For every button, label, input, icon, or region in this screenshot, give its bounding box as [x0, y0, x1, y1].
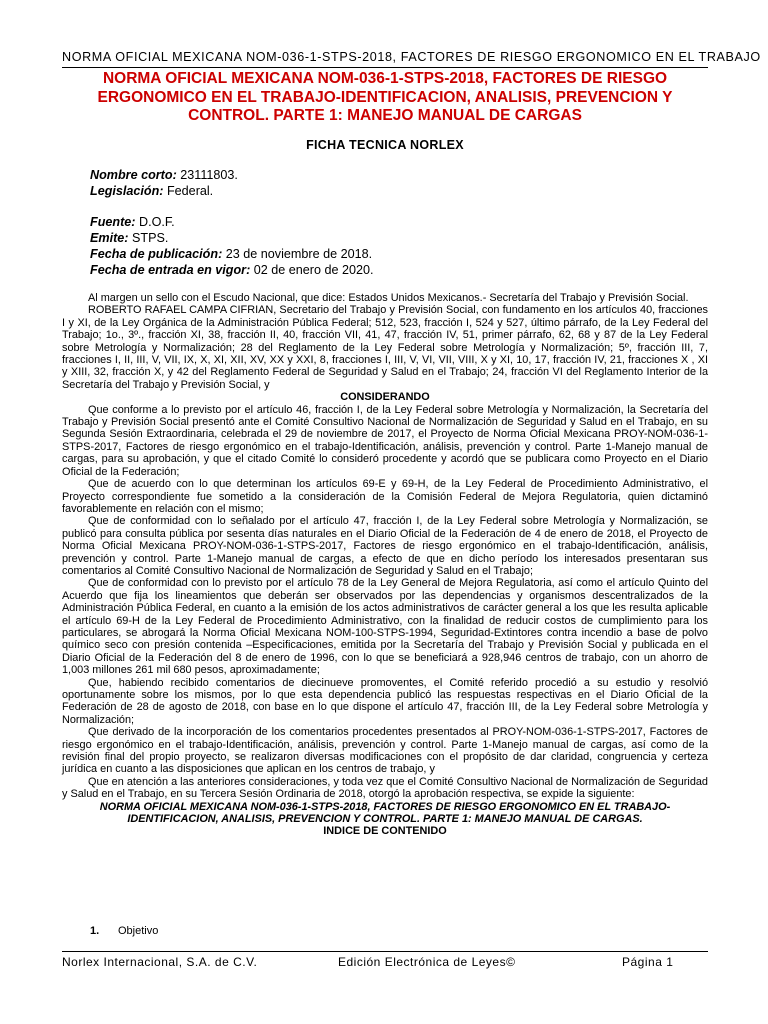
- paragraph-considerando-3: Que de conformidad con lo señalado por el artículo 47, fracción I, de la Ley Federal sobre Metrología y Normalización, se publicó para consulta pública por sesenta días naturales en el Diario Oficial de la Federación de 4 de enero de 2018, el Proyecto de Norma Oficial Mexicana PROY-NOM-036-1-STPS-2017, Factores de riesgo ergonómico en el trabajo-Identificación, análisis, prevención y control. Parte 1-Manejo manual de cargas, a efecto de que en dicho período los interesados presentaran sus comentarios al Comité Consultivo Nacional de Normalización de Seguridad y Salud en el Trabajo;: [62, 515, 708, 577]
- meta-emite: [90, 231, 168, 246]
- header-rule: [62, 67, 708, 68]
- considerando-heading: CONSIDERANDO: [340, 391, 430, 404]
- meta-label: Fecha de entrada en vigor:: [90, 263, 251, 277]
- indice-heading: INDICE DE CONTENIDO: [323, 825, 447, 838]
- running-header: NORMA OFICIAL MEXICANA NOM-036-1-STPS-2018, FACTORES DE RIESGO ERGONOMICO EN EL TRABAJO: [62, 50, 761, 64]
- paragraph-considerando-1: Que conforme a lo previsto por el artículo 46, fracción I, de la Ley Federal sobre Metrología y Normalización, la Secretaría del Trabajo y Previsión Social presentó ante el Comité Consultivo Nacional de Normalización de Seguridad y Salud en el Trabajo, en su Segunda Sesión Extraordinaria, celebrada el 29 de noviembre de 2017, el Proyecto de Norma Oficial Mexicana PROY-NOM-036-1-STPS-2017, Factores de riesgo ergonómico en el trabajo-Identificación, análisis, prevención y control. Parte 1-Manejo manual de cargas, para su aprobación, y que el citado Comité lo consideró procedente y acordó que se publicara como Proyecto en el Diario Oficial de la Federación;: [62, 403, 708, 478]
- meta-value: 23111803.: [180, 168, 238, 182]
- footer-page-number: Página 1: [622, 955, 674, 969]
- meta-fecha-publicacion: [90, 247, 372, 262]
- meta-label: Nombre corto:: [90, 168, 177, 182]
- document-title: NORMA OFICIAL MEXICANA NOM-036-1-STPS-2018, FACTORES DE RIESGO ERGONOMICO EN EL TRABAJO-IDENTIFICACION, ANALISIS, PREVENCION Y CONTROL. PARTE 1: MANEJO MANUAL DE CARGAS: [97, 70, 673, 124]
- meta-value: Federal.: [166, 184, 214, 198]
- index-item-objetivo: [90, 925, 158, 937]
- meta-label: Fecha de publicación:: [90, 247, 223, 261]
- paragraph-considerando-5: Que, habiendo recibido comentarios de diecinueve promoventes, el Comité referido procedió a su estudio y resolvió oportunamente sobre los mismos, por lo que esta dependencia publicó las respuestas respectivas en el Diario Oficial de la Federación de 28 de agosto de 2018, con base en lo que dispone el artículo 47, fracción III, de la Ley Federal sobre Metrología y Normalización;: [62, 676, 708, 726]
- index-item-label: Objetivo: [118, 925, 159, 937]
- index-item-number: 1.: [90, 925, 100, 937]
- meta-value: STPS.: [132, 231, 169, 245]
- meta-label: Fuente:: [90, 215, 136, 229]
- footer-edition: Edición Electrónica de Leyes©: [338, 955, 516, 969]
- meta-value: 23 de noviembre de 2018.: [225, 247, 373, 261]
- meta-fuente: [90, 215, 175, 230]
- document-body: [62, 292, 708, 838]
- meta-fecha-vigor: [90, 263, 374, 278]
- paragraph-considerando-2: Que de acuerdo con lo que determinan los artículos 69-E y 69-H, de la Ley Federal de Procedimiento Administrativo, el Proyecto correspondiente fue sometido a la consideración de la Comisión Federal de Mejora Regulatoria, quien dictaminó favorablemente en relación con el mismo;: [62, 478, 708, 515]
- paragraph-considerando-7: Que en atención a las anteriores consideraciones, y toda vez que el Comité Consultivo Nacional de Normalización de Seguridad y Salud en el Trabajo, en su Tercera Sesión Ordinaria de 2018, otorgó la aprobación respectiva, se expide la siguiente:: [62, 775, 708, 801]
- paragraph-considerando-6: Que derivado de la incorporación de los comentarios procedentes presentados al PROY-NOM-036-1-STPS-2017, Factores de riesgo ergonómico en el trabajo-Identificación, análisis, prevención y control. Parte 1-Manejo manual de cargas, así como de la revisión final del propio proyecto, se realizaron diversas modificaciones con el propósito de dar claridad, congruencia y certeza jurídica en cuanto a las disposiciones que aplican en los centros de trabajo, y: [62, 726, 708, 776]
- norma-title: NORMA OFICIAL MEXICANA NOM-036-1-STPS-2018, FACTORES DE RIESGO ERGONOMICO EN EL TRABAJO-IDENTIFICACION, ANALISIS, PREVENCION Y CONTROL. PARTE 1: MANEJO MANUAL DE CARGAS.: [99, 800, 671, 826]
- footer-rule: [62, 951, 708, 952]
- meta-label: Emite:: [90, 231, 129, 245]
- meta-nombre-corto: [90, 168, 238, 183]
- footer-publisher: Norlex Internacional, S.A. de C.V.: [62, 955, 258, 969]
- paragraph-sello: Al margen un sello con el Escudo Nacional, que dice: Estados Unidos Mexicanos.- Secretaría del Trabajo y Previsión Social.: [88, 292, 689, 304]
- paragraph-considerando-4: Que de conformidad con lo previsto por el artículo 78 de la Ley General de Mejora Regulatoria, así como el artículo Quinto del Acuerdo que fija los lineamientos que deberán ser observados por las dependencias y organismos descentralizados de la Administración Pública Federal, en cuanto a la emisión de los actos administrativos de carácter general a los que les resulta aplicable el artículo 69-H de la Ley Federal de Procedimiento Administrativo, con la finalidad de reducir costos de cumplimiento para los particulares, se abrogará la Norma Oficial Mexicana NOM-100-STPS-1994, Seguridad-Extintores contra incendio a base de polvo químico seco con presión contenida –Especificaciones, emitida por la Secretaría del Trabajo y Previsión Social y publicada en el Diario Oficial de la Federación del 8 de enero de 1996, con lo que se beneficiará a 928,946 centros de trabajo, con un ahorro de 1,003 millones 261 mil 680 pesos, aproximadamente;: [62, 577, 708, 677]
- meta-value: 02 de enero de 2020.: [253, 263, 374, 277]
- paragraph-fundamento: ROBERTO RAFAEL CAMPA CIFRIAN, Secretario del Trabajo y Previsión Social, con fundamento en los artículos 40, fracciones I y XI, de la Ley Orgánica de la Administración Pública Federal; 512, 523, fracción I, 524 y 527, último párrafo, de la Ley Federal del Trabajo; 1o., 3º., fracción XI, 38, fracción II, 40, fracción VII, 41, 47, fracción IV, 51, primer párrafo, 62, 68 y 87 de la Ley Federal sobre Metrología y Normalización; 28 del Reglamento de la Ley Federal sobre Metrología y Normalización; 5º, fracción III, 7, fracciones I, II, III, V, VII, IX, X, XI, XII, XV, XX y XXI, 8, fracciones I, III, V, VI, VII, VIII, X y XI, 10, 17, fracción IV, 21, fracciones X , XI y XIII, 32, fracción X, y 42 del Reglamento Federal de Seguridad y Salud en el Trabajo; 24, fracción VI del Reglamento Interior de la Secretaría del Trabajo y Previsión Social, y: [62, 304, 708, 391]
- ficha-heading: FICHA TECNICA NORLEX: [306, 138, 464, 152]
- meta-value: D.O.F.: [138, 215, 175, 229]
- meta-legislacion: [90, 184, 213, 199]
- meta-label: Legislación:: [90, 184, 164, 198]
